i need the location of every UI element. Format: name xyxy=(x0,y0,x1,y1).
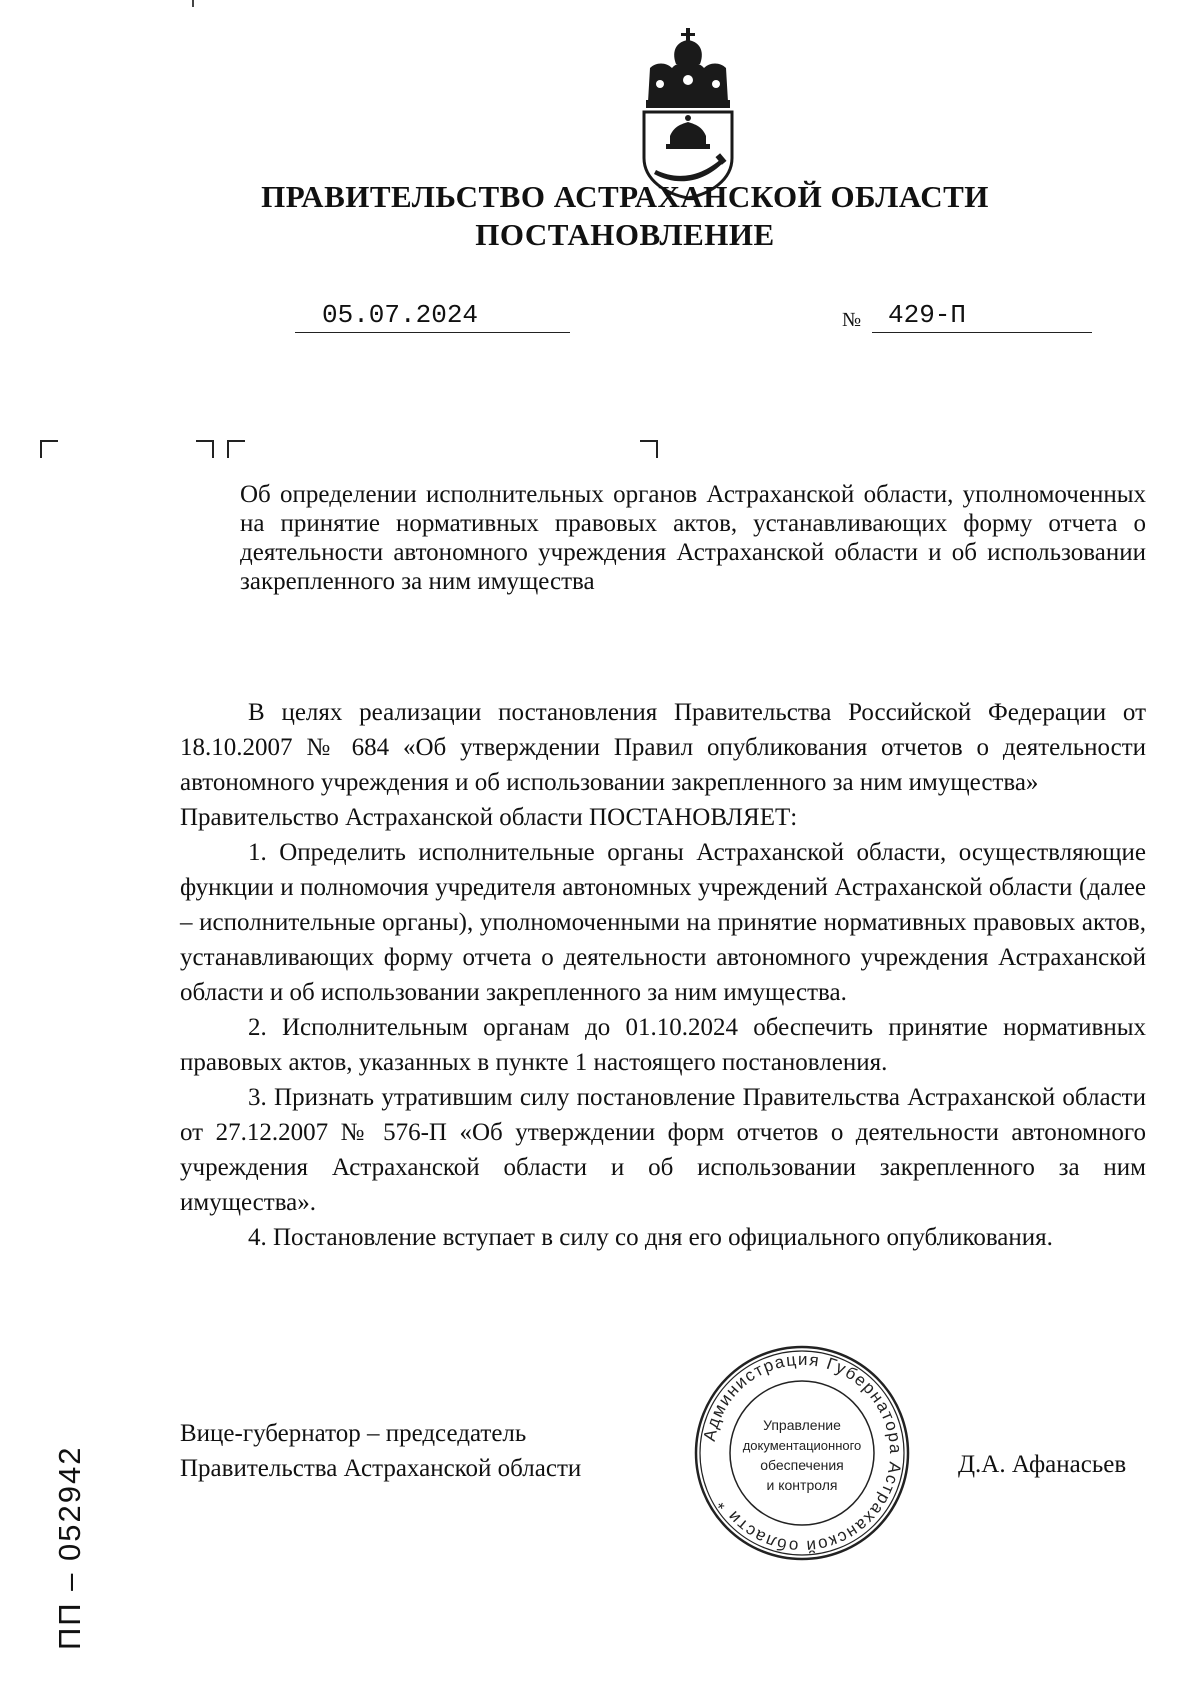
item-3: 3. Признать утратившим силу постановление Правительства Астраханской области от 27.12.2007 № 576-П «Об утверждении форм отчетов о деятельности автономного учреждения Астраханской области и об использовании закрепленного за ним имущества». xyxy=(180,1084,1146,1216)
stamp-center-line: документационного xyxy=(742,1438,862,1453)
stamp-center-line: обеспечения xyxy=(760,1457,844,1473)
stamp-ring-text: Администрация Губернатора Астраханской области * xyxy=(699,1349,906,1557)
header-title xyxy=(200,178,1050,254)
item-4: 4. Постановление вступает в силу со дня его официального опубликования. xyxy=(248,1224,1053,1251)
serial-number: ПП – 052942 xyxy=(52,1445,87,1650)
coat-of-arms-icon xyxy=(636,28,740,200)
stamp-center-line: и контроля xyxy=(766,1477,838,1493)
corner-mark xyxy=(196,440,214,458)
scan-mark xyxy=(192,0,194,7)
item-2: 2. Исполнительным органам до 01.10.2024 обеспечить принятие нормативных правовых актов, указанных в пункте 1 настоящего постановления. xyxy=(180,1014,1146,1076)
document-number: 429-П xyxy=(888,300,967,330)
org-name: ПРАВИТЕЛЬСТВО АСТРАХАНСКОЙ ОБЛАСТИ xyxy=(261,179,989,214)
resolves-line: Правительство Астраханской области ПОСТАНОВЛЯЕТ: xyxy=(180,804,798,831)
document-subject: Об определении исполнительных органов Астраханской области, уполномоченных на принятие нормативных правовых актов, устанавливающих форму отчета о деятельности автономного учреждения Астраханской области и об использовании закрепленного за ним имущества xyxy=(240,481,1146,595)
signatory-name: Д.А. Афанасьев xyxy=(958,1451,1127,1478)
signatory-position xyxy=(180,1416,581,1486)
item-1: 1. Определить исполнительные органы Астраханской области, осуществляющие функции и полномочия учредителя автономных учреждений Астраханской области (далее – исполнительные органы), уполномоченными на принятие нормативных правовых актов, устанавливающих форму отчета о деятельности автономного учреждения Астраханской области и об использовании закрепленного за ним имущества. xyxy=(180,839,1146,1006)
official-stamp xyxy=(693,1344,911,1562)
position-line-2: Правительства Астраханской области xyxy=(180,1455,582,1482)
corner-mark xyxy=(227,440,245,458)
document-date: 05.07.2024 xyxy=(322,300,479,330)
corner-mark xyxy=(640,440,658,458)
corner-mark xyxy=(40,440,58,458)
doc-type: ПОСТАНОВЛЕНИЕ xyxy=(475,217,775,252)
number-sign: № xyxy=(842,309,862,331)
stamp-center-line: Управление xyxy=(763,1417,841,1433)
preamble: В целях реализации постановления Правительства Российской Федерации от 18.10.2007 № 684 «Об утверждении Правил опубликования отчетов о деятельности автономного учреждения и об использовании закрепленного за ним имущества» xyxy=(180,699,1146,796)
document-body xyxy=(180,695,1146,1255)
position-line-1: Вице-губернатор – председатель xyxy=(180,1420,527,1447)
